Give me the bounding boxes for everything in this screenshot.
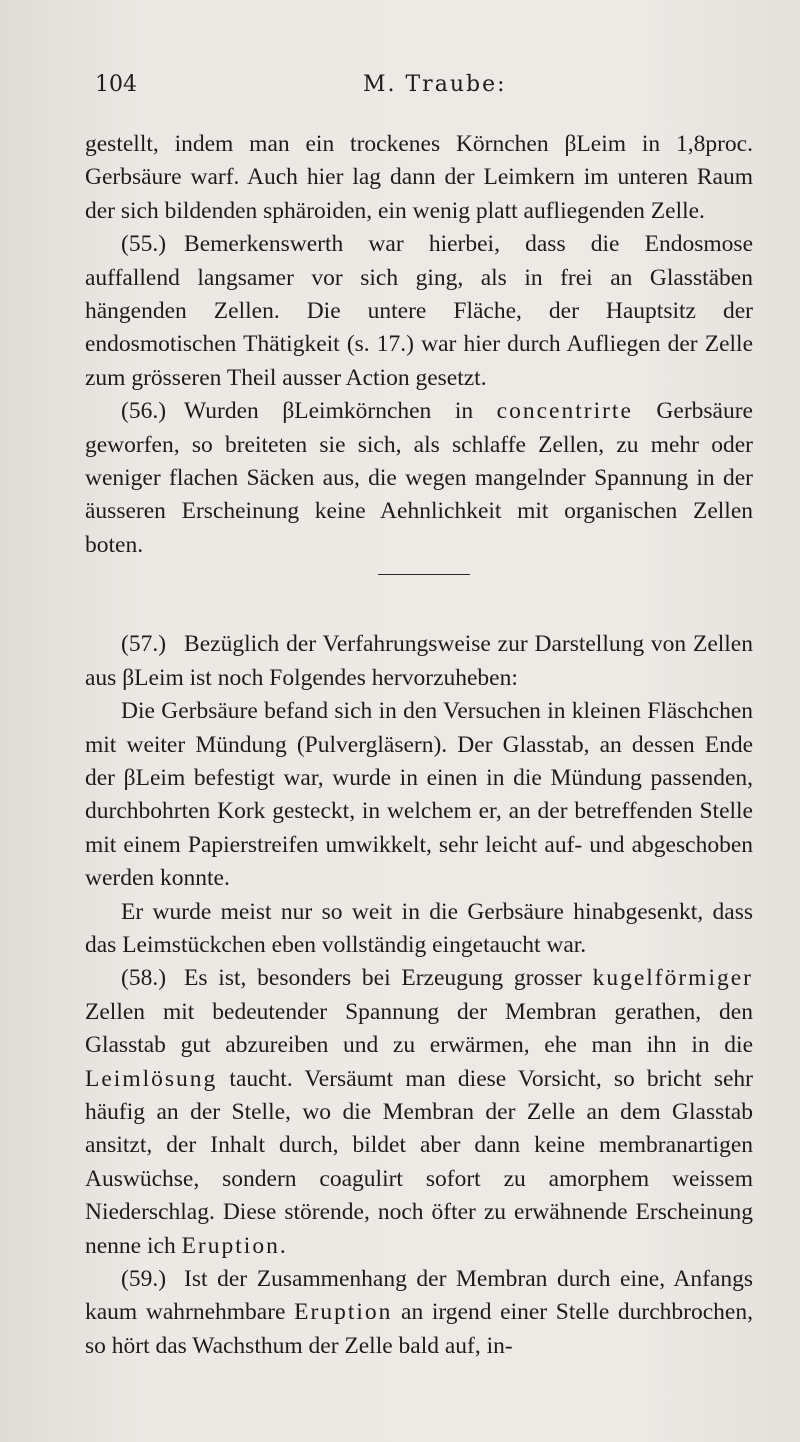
paragraph-text: Zellen mit bedeutender Spannung der Membran gerathen, den Glasstab gut abzureiben und zu erwärmen, ehe man ihn in die xyxy=(85,998,753,1059)
spaced-word: Eruption xyxy=(181,1232,280,1259)
paragraph-text: Bezüglich der Verfahrungsweise zur Darstellung von Zellen aus βLeim ist noch Folgendes hervorzuheben: xyxy=(85,631,753,691)
paragraph-text: Ist der Zusammenhang der Membran durch eine, Anfangs kaum wahrnehmbare xyxy=(85,1266,753,1326)
paragraph-59 xyxy=(85,1263,753,1363)
paragraph-55 xyxy=(85,228,753,395)
section-number: (59.) xyxy=(121,1266,167,1292)
paragraph-text: Bemerkenswerth war hierbei, dass die Endosmose auffallend langsamer vor sich ging, als in frei an Glasstäben hängenden Zellen. Die untere Fläche, der Hauptsitz der endosmotischen Thätigkeit (s. 17.) war hier durch Aufliegen der Zelle zum grösseren Theil ausser Action gesetzt. xyxy=(85,231,753,391)
paragraph-text: Gerbsäure geworfen, so breiteten sie sich, als schlaffe Zellen, zu mehr oder weniger flachen Säcken aus, die wegen mangelnder Spannung in der äusseren Erscheinung keine Aehnlichkeit mit organischen Zellen boten. xyxy=(85,398,753,558)
section-number: (57.) xyxy=(121,631,167,658)
paragraph-continuation xyxy=(85,128,753,228)
paragraph-text: . xyxy=(279,1232,286,1259)
paragraph-text: gestellt, indem man ein trockenes Körnchen βLeim in 1,8proc. Gerbsäure warf. Auch hier lag dann der Leimkern im unteren Raum der sich bildenden sphäroiden, ein wenig platt aufliegenden Zelle. xyxy=(85,131,753,224)
body-text xyxy=(85,128,753,1363)
divider-rule xyxy=(378,574,470,575)
section-number: (56.) xyxy=(121,398,167,425)
paragraph-57 xyxy=(85,628,753,695)
spaced-word: kugelförmiger xyxy=(592,965,753,992)
spaced-word: concentrirte xyxy=(496,398,633,425)
paragraph-glasstab xyxy=(85,896,753,963)
paragraph-text: an irgend einer Stelle durchbrochen, so hört das Wachsthum der Zelle bald auf, in- xyxy=(85,1299,753,1359)
paragraph-text: taucht. Versäumt man diese Vorsicht, so bricht sehr häufig an der Stelle, wo die Membran der Zelle an dem Glasstab ansitzt, der Inhalt durch, bildet aber dann keine membranartigen Auswüchse, sondern coagulirt sofort zu amorphem weissem Niederschlag. Diese störende, noch öfter zu erwähnende Erscheinung nenne ich xyxy=(85,1065,753,1259)
section-number: (58.) xyxy=(121,965,167,992)
paragraph-text: Es ist, besonders bei Erzeugung grosser xyxy=(184,965,593,992)
paragraph-text: Die Gerbsäure befand sich in den Versuchen in kleinen Fläschchen mit weiter Mündung (Pulvergläsern). Der Glasstab, an dessen Ende der βLeim befestigt war, wurde in einen in die Mündung passenden, durchbohrten Kork gesteckt, in welchem er, an der betreffenden Stelle mit einem Papierstreifen umwikkelt, sehr leicht auf- und abgeschoben werden konnte. xyxy=(85,698,753,892)
page-header xyxy=(95,72,745,106)
running-head: M. Traube: xyxy=(363,72,507,97)
spaced-word: Eruption xyxy=(294,1299,393,1326)
paragraph-56 xyxy=(85,395,753,562)
section-divider xyxy=(85,562,753,628)
paragraph-text: Er wurde meist nur so weit in die Gerbsäure hinabgesenkt, dass das Leimstückchen eben vollständig eingetaucht war. xyxy=(85,898,753,958)
paragraph-58 xyxy=(85,962,753,1263)
section-number: (55.) xyxy=(121,231,167,258)
page-number: 104 xyxy=(95,72,137,97)
paragraph-text: Wurden βLeimkörnchen in xyxy=(184,398,497,425)
paragraph-gerbsaeure xyxy=(85,695,753,895)
spaced-word: Leimlösung xyxy=(85,1065,218,1092)
